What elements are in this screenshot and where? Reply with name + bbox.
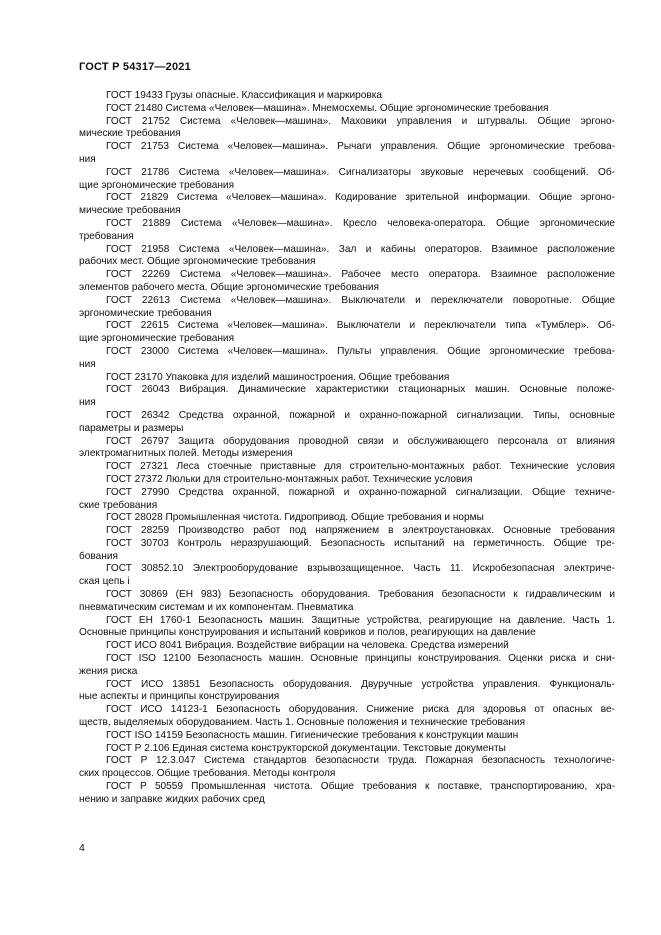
references-list [79,90,615,807]
ref-line: рабочих мест. Общие эргономические требования [79,256,316,268]
ref-line: ГОСТ 26342 Средства охранной, пожарной и охранно-пожарной сигнализации. Типы, основные [106,409,615,421]
ref-line: ские требования [79,499,158,511]
ref-line: ГОСТ 21480 Система «Человек—машина». Мнемосхемы. Общие эргономические требования [106,102,549,114]
ref-line: эргономические требования [79,307,212,319]
ref-line: ГОСТ ИСО 13851 Безопасность оборудования. Двуручные устройства управления. Функциональ- [106,678,615,690]
page-number: 4 [79,842,85,854]
ref-line: ГОСТ 22269 Система «Человек—машина». Рабочее место оператора. Взаимное расположение [106,269,615,281]
ref-line: ния [79,153,96,165]
ref-line: ГОСТ 27990 Средства охранной, пожарной и охранно-пожарной сигнализации. Общие техниче- [106,486,615,498]
ref-line: ГОСТ ISO 12100 Безопасность машин. Основные принципы конструирования. Оценки риска и сни- [106,653,615,665]
ref-line: ГОСТ ИСО 8041 Вибрация. Воздействие вибрации на человека. Средства измерений [106,640,509,652]
ref-line: ГОСТ 28028 Промышленная чистота. Гидропривод. Общие требования и нормы [106,512,484,524]
ref-line: ГОСТ 23170 Упаковка для изделий машиностроения. Общие требования [106,371,450,383]
ref-line: ская цепь i [79,576,130,588]
ref-line: щие эргономические требования [79,179,235,191]
ref-line: ГОСТ 21786 Система «Человек—машина». Сигнализаторы звуковые неречевых сообщений. Об- [106,166,615,178]
ref-line: ГОСТ 21829 Система «Человек—машина». Кодирование зрительной информации. Общие эргоно- [106,192,615,204]
ref-line: ществ, выделяемых оборудованием. Часть 1. Основные положения и технические требования [79,717,526,729]
ref-line: ГОСТ ISO 14159 Безопасность машин. Гигиенические требования к конструкции машин [106,729,519,741]
ref-line: мические требования [79,205,181,217]
ref-line: ния [79,358,96,370]
ref-line: щие эргономические требования [79,333,235,345]
ref-line: ГОСТ 23000 Система «Человек—машина». Пульты управления. Общие эргономические требова- [106,345,615,357]
ref-line: нению и заправке жидких рабочих сред [79,793,265,805]
ref-line: ГОСТ 30869 (ЕН 983) Безопасность оборудования. Требования безопасности к гидравлическим и [106,589,615,601]
ref-line: ГОСТ 28259 Производство работ под напряжением в электроустановках. Основные требования [106,525,615,537]
ref-line: ГОСТ Р 50559 Промышленная чистота. Общие требования к поставке, транспортированию, хра- [106,781,615,793]
ref-line: ГОСТ 27372 Люльки для строительно-монтажных работ. Технические условия [106,473,473,485]
ref-line: ГОСТ 21958 Система «Человек—машина». Зал и кабины операторов. Взаимное расположение [106,243,615,255]
ref-line: ГОСТ 27321 Леса стоечные приставные для строительно-монтажных работ. Технические условия [106,461,615,473]
ref-line: ГОСТ 19433 Грузы опасные. Классификация и маркировка [106,90,382,101]
ref-line: ГОСТ 22615 Система «Человек—машина». Выключатели и переключатели типа «Тумблер». Об- [106,320,615,332]
ref-line: жения риска [79,665,138,677]
ref-line: ских процессов. Общие требования. Методы контроля [79,768,336,780]
document-header: ГОСТ Р 54317—2021 [79,61,191,73]
ref-line: пневматическим системам и их компонентам. Пневматика [79,601,354,613]
ref-line: ГОСТ ИСО 14123-1 Безопасность оборудования. Снижение риска для здоровья от опасных ве- [106,704,615,716]
ref-line: ГОСТ 21889 Система «Человек—машина». Кресло человека-оператора. Общие эргономические [106,217,615,229]
ref-line: ГОСТ Р 2.106 Единая система конструкторской документации. Текстовые документы [106,742,506,754]
ref-line: ГОСТ ЕН 1760-1 Безопасность машин. Защитные устройства, реагирующие на давление. Часть 1. [106,614,615,626]
ref-line: ГОСТ 30703 Контроль неразрушающий. Безопасность испытаний на герметичность. Общие тре- [106,537,615,549]
ref-line: ГОСТ 26797 Защита оборудования проводной связи и обслуживающего персонала от влияния [106,435,615,447]
ref-line: электромагнитных полей. Методы измерения [79,448,293,460]
ref-line: бования [79,550,118,562]
ref-line: Основные принципы конструирования и испытаний ковриков и полов, реагирующих на давление [79,627,536,639]
ref-line: требования [79,230,134,242]
ref-line: ния [79,397,96,409]
ref-line: ГОСТ 30852.10 Электрооборудование взрывозащищенное. Часть 11. Искробезопасная электриче- [106,563,615,575]
ref-line: ГОСТ 26043 Вибрация. Динамические характеристики стационарных машин. Основные положе- [106,384,615,396]
ref-line: элементов рабочего места. Общие эргономические требования [79,281,379,293]
ref-line: ГОСТ 21752 Система «Человек—машина». Маховики управления и штурвалы. Общие эргоно- [106,115,615,127]
ref-line: ГОСТ 21753 Система «Человек—машина». Рычаги управления. Общие эргономические требова- [106,141,615,153]
ref-line: ГОСТ Р 12.3.047 Система стандартов безопасности труда. Пожарная безопасность технологиче- [106,755,615,767]
ref-line: ГОСТ 22613 Система «Человек—машина». Выключатели и переключатели поворотные. Общие [106,294,615,306]
ref-line: мические требования [79,128,181,140]
ref-line: ные аспекты и принципы конструирования [79,691,280,703]
ref-line: параметры и размеры [79,422,184,434]
